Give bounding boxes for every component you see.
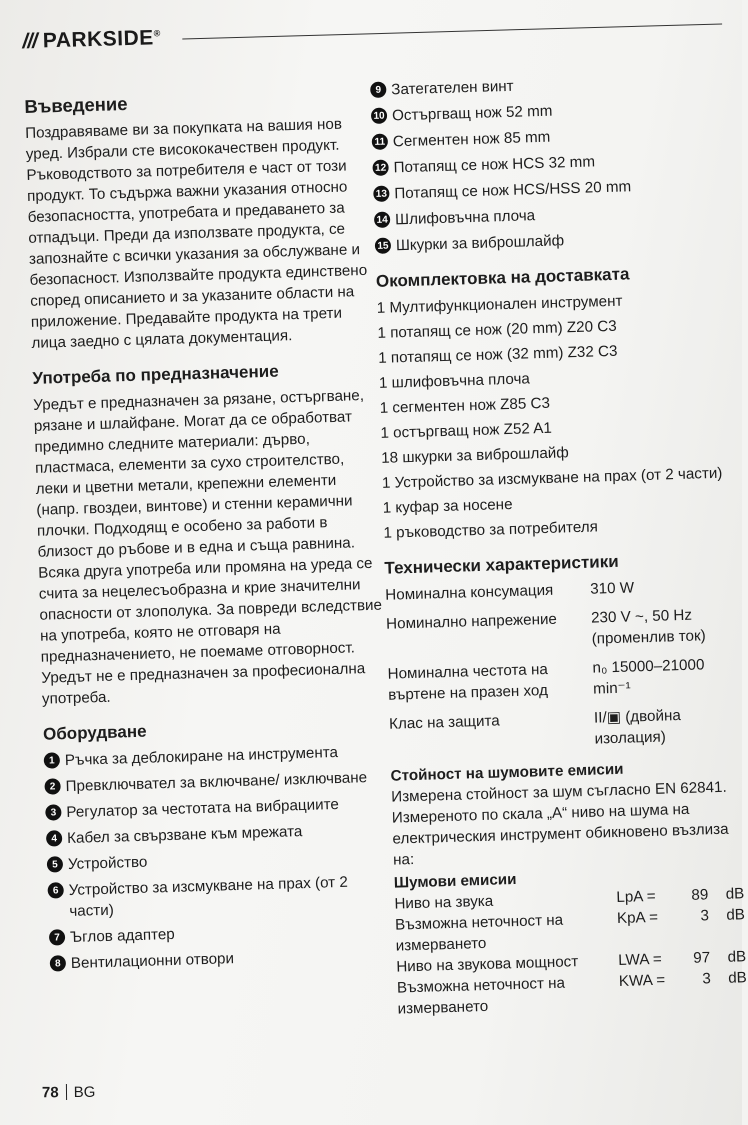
tech-row (385, 574, 735, 605)
equipment-item-label: Потапящ се нож HCS 32 mm (393, 153, 596, 177)
header-rule (182, 23, 722, 39)
item-number-badge: 11 (372, 134, 388, 150)
equipment-item-label: Ръчка за деблокиране на инструмента (64, 743, 339, 770)
page-number: 78 (41, 1084, 59, 1102)
left-column (24, 82, 395, 980)
tech-label: Номинално напрежение (385, 610, 558, 633)
tech-label: Клас на защита (388, 712, 500, 733)
tech-value: 310 W (589, 579, 635, 598)
noise-symbol: KWA = (618, 971, 666, 991)
equipment-item-label: Ъглов адаптер (69, 925, 175, 947)
item-number-badge: 4 (46, 830, 62, 846)
noise-title: Стойност на шумовите емисии (390, 760, 624, 785)
equipment-item (50, 943, 395, 974)
delivery-item: 1 куфар за носене (382, 495, 513, 517)
equipment-item-label: Регулатор за честотата на вибрациите (66, 795, 340, 822)
item-number-badge: 7 (49, 929, 65, 945)
tech-value: n₀ 15000–21000 min⁻¹ (592, 656, 705, 698)
noise-value: 3 (700, 907, 710, 925)
tech-value: 230 V ~, 50 Hz (променлив ток) (590, 606, 706, 648)
item-number-badge: 9 (370, 82, 386, 98)
tech-title: Технически характеристики (384, 551, 619, 578)
equipment-item-label: Шлифовъчна плоча (394, 207, 536, 229)
equipment-item-label: Кабел за свързване към мрежата (66, 823, 303, 848)
equipment-title: Оборудване (42, 721, 147, 744)
equipment-item-label: Устройство за изсмукване на прах (от 2 части) (68, 873, 349, 921)
noise-unit: dB (725, 885, 745, 903)
item-number-badge: 12 (372, 159, 388, 175)
equipment-item-label: Потапящ се нож HCS/HSS 20 mm (394, 178, 632, 203)
delivery-item: 1 остъргващ нож Z52 A1 (380, 419, 553, 442)
item-number-badge: 2 (44, 778, 60, 794)
footer-separator (66, 1084, 67, 1100)
noise-value: 3 (702, 970, 712, 988)
noise-label: Ниво на звука (394, 892, 494, 913)
item-number-badge: 1 (44, 752, 60, 768)
delivery-item: 18 шкурки за виброшлайф (380, 444, 569, 467)
equipment-item-label: Превключвател за включване/ изключване (65, 769, 368, 796)
item-number-badge: 3 (45, 804, 61, 820)
intro-title: Въведение (24, 92, 128, 117)
noise-value: 97 (693, 949, 711, 967)
equipment-item (375, 226, 725, 257)
parkside-logo: /// PARKSIDE® (22, 26, 161, 53)
delivery-item: 1 потапящ се нож (32 mm) Z32 C3 (378, 342, 618, 367)
language-code: BG (73, 1083, 96, 1101)
intro-text: Поздравяваме ви за покупката на вашия нов уред. Избрали сте висококачествен продукт. Ръководството за потребителя е част от този продукт. То съдържа важни указания относно безопасността, употребата и предаването за отпадъци. Преди да използвате продукта, се запознайте с всички указания за обслужване и безопасност. Използвайте продукта единствено според описанието и за указаните области на приложение. Предавайте продукта на трети лица заедно с цялата документация. (24, 115, 368, 352)
delivery-item: 1 сегментен нож Z85 C3 (379, 394, 551, 417)
noise-symbol: LpA = (616, 887, 656, 907)
equipment-item-label: Сегментен нож 85 mm (392, 128, 551, 151)
equipment-item (47, 870, 393, 922)
noise-subtitle: Шумови емисии (393, 871, 517, 892)
right-column (370, 70, 748, 1020)
noise-unit: dB (727, 969, 748, 987)
delivery-list (376, 288, 733, 544)
noise-label: Възможна неточност на измерването (394, 911, 564, 955)
delivery-item: 1 Мултифункционален инструмент (376, 292, 623, 317)
equipment-item-label: Остъргващ нож 52 mm (391, 102, 553, 125)
noise-text: Измерена стойност за шум съгласно EN 62841. Измереното по скала „A“ ниво на шума на електрическия инструмент обикновено възлиза на: (391, 778, 729, 869)
item-number-badge: 14 (374, 211, 390, 227)
tech-value: II/▣ (двойна изолация) (593, 707, 682, 748)
item-number-badge: 15 (375, 237, 391, 253)
tech-row (387, 653, 738, 705)
purpose-text: Уредът е предназначен за рязане, остъргване, рязане и шлайфане. Могат да се обработват предимно следните материали: дърво, пластмаса, елементи за сухо строителство, леки и цветни метали, крепежни елементи (напр. гвоздеи, винтове) и стенни керамични плочки. Подходящ е особено за работи в близост до ръбове и в една и съща равнина. Всяка друга употреба или промяна на уреда се счита за нецелесъобразна и крие значителни опасности от злополука. За повреди вследствие на употреба, която не отговаря на предназначението, не поемаме отговорност. Уредът не е предназначен за професионална употреба. (33, 387, 383, 708)
equipment-item-label: Устройство (67, 853, 148, 874)
tech-table (385, 574, 740, 755)
equipment-list-continued (370, 70, 725, 257)
equipment-list (44, 740, 395, 974)
equipment-item-label: Шкурки за виброшлайф (395, 232, 565, 255)
tech-label: Номинална консумация (385, 581, 554, 604)
noise-symbol: LWA = (617, 950, 662, 970)
item-number-badge: 5 (47, 856, 63, 872)
delivery-title: Окомплектовка на доставката (375, 264, 630, 291)
purpose-title: Употреба по предназначение (32, 361, 279, 388)
item-number-badge: 10 (371, 108, 387, 124)
noise-table (394, 883, 748, 1019)
tech-row (386, 603, 737, 655)
item-number-badge: 8 (50, 955, 66, 971)
noise-label: Възможна неточност на измерването (396, 974, 566, 1018)
noise-value: 89 (691, 886, 709, 904)
item-number-badge: 13 (373, 185, 389, 201)
delivery-item: 1 ръководство за потребителя (383, 518, 599, 542)
noise-unit: dB (726, 906, 746, 924)
delivery-item: 1 Устройство за изсмукване на прах (от 2 части) (381, 464, 723, 492)
noise-unit: dB (727, 948, 747, 966)
delivery-item: 1 шлифовъчна плоча (378, 370, 531, 392)
noise-symbol: KpA = (616, 908, 659, 928)
tech-row (389, 703, 740, 755)
page-footer (42, 1084, 96, 1102)
equipment-item-label: Вентилационни отвори (70, 950, 235, 972)
equipment-item-label: Затегателен винт (391, 77, 514, 99)
item-number-badge: 6 (47, 882, 63, 898)
delivery-item: 1 потапящ се нож (20 mm) Z20 C3 (377, 317, 617, 342)
noise-label: Ниво на звукова мощност (396, 953, 579, 976)
tech-label: Номинална честота на въртене на празен ход (387, 660, 549, 704)
